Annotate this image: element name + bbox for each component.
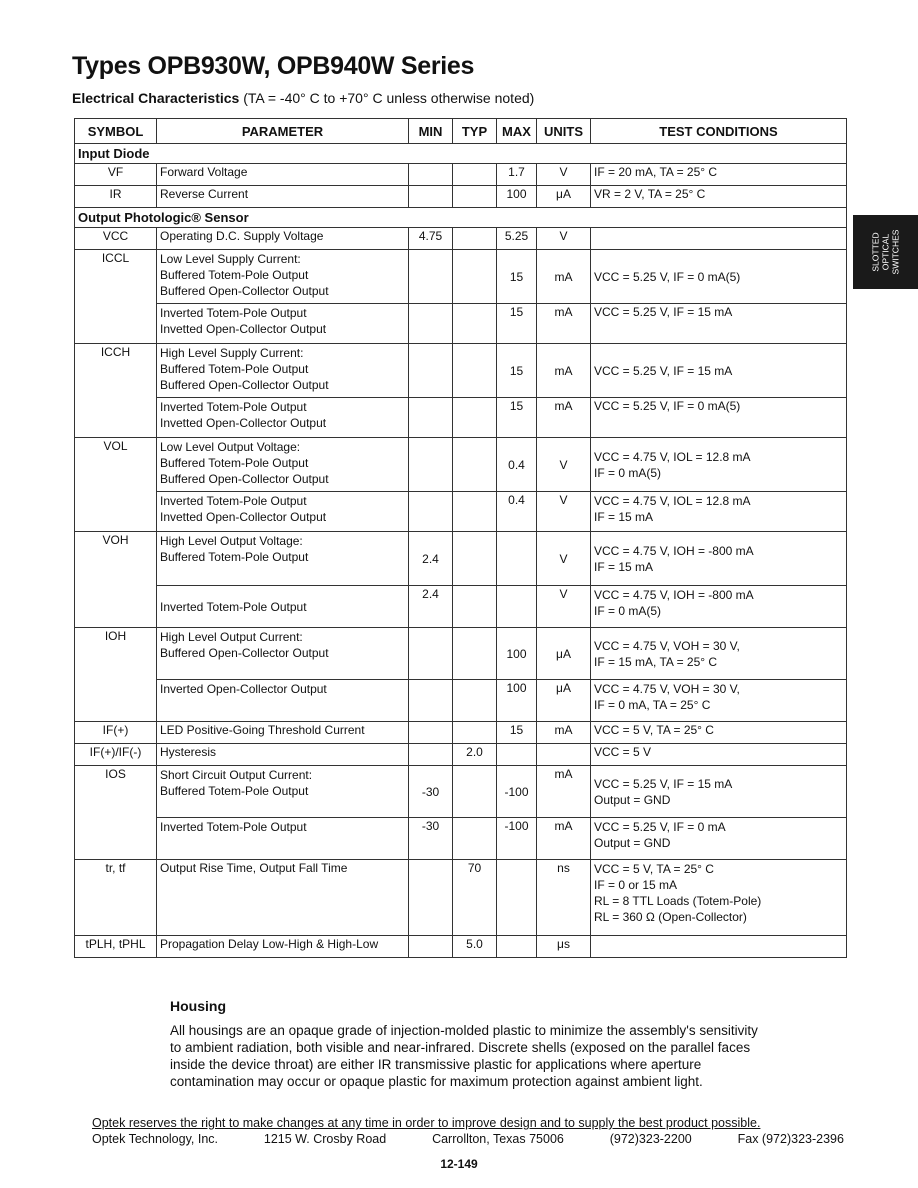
min-cell xyxy=(409,250,453,304)
units-cell: μA xyxy=(537,680,591,722)
cond-cell: VCC = 5 V, TA = 25° C IF = 0 or 15 mA RL = 8 TTL Loads (Totem-Pole) RL = 360 Ω (Open-Collector) xyxy=(591,860,847,936)
table-row xyxy=(75,628,847,680)
housing-text: All housings are an opaque grade of injection-molded plastic to minimize the assembly's sensitivity to ambient radiation, both visible and near-infrared. Discrete shells (exposed on the parallel faces inside the device throat) are either IR transmissive plastic for applications where aperture contamination may occur or opaque plastic for maximum protection against ambient light. xyxy=(170,1023,758,1089)
table-row xyxy=(75,186,847,208)
min-cell xyxy=(409,344,453,398)
housing-heading: Housing xyxy=(170,998,226,1014)
units-cell: μA xyxy=(537,628,591,680)
max-cell: 100 xyxy=(497,186,537,208)
param-cell: Reverse Current xyxy=(157,186,409,208)
min-cell xyxy=(409,722,453,744)
units-cell: mA xyxy=(537,344,591,398)
footer-notice: Optek reserves the right to make changes at any time in order to improve design and to supply the best product possible. xyxy=(92,1116,761,1130)
symbol-cell: VOH xyxy=(75,532,157,628)
subtitle-label: Electrical Characteristics xyxy=(72,90,240,106)
typ-cell xyxy=(453,438,497,492)
symbol-cell: ICCH xyxy=(75,344,157,438)
cond-cell: VCC = 4.75 V, IOH = -800 mA IF = 0 mA(5) xyxy=(591,586,847,628)
table-row xyxy=(75,344,847,398)
typ-cell xyxy=(453,344,497,398)
units-cell: V xyxy=(537,532,591,586)
typ-cell xyxy=(453,304,497,344)
typ-cell xyxy=(453,818,497,860)
min-cell: 2.4 xyxy=(409,586,453,628)
cond-cell: VCC = 4.75 V, IOL = 12.8 mA IF = 15 mA xyxy=(591,492,847,532)
cond-cell: VCC = 4.75 V, VOH = 30 V, IF = 0 mA, TA = 25° C xyxy=(591,680,847,722)
table-row xyxy=(75,250,847,304)
section-row xyxy=(75,144,847,164)
cond-cell: VCC = 5.25 V, IF = 15 mA xyxy=(591,304,847,344)
symbol-cell: tr, tf xyxy=(75,860,157,936)
cond-cell xyxy=(591,936,847,958)
table-row xyxy=(75,818,847,860)
param-cell: High Level Supply Current: Buffered Totem-Pole Output Buffered Open-Collector Output xyxy=(157,344,409,398)
col-header: MAX xyxy=(497,119,537,144)
cond-cell: VCC = 5 V xyxy=(591,744,847,766)
min-cell xyxy=(409,186,453,208)
units-cell: V xyxy=(537,164,591,186)
cond-cell: VCC = 5.25 V, IF = 0 mA Output = GND xyxy=(591,818,847,860)
col-header: TYP xyxy=(453,119,497,144)
max-cell: 1.7 xyxy=(497,164,537,186)
table-row xyxy=(75,680,847,722)
units-cell xyxy=(537,744,591,766)
table-row xyxy=(75,586,847,628)
symbol-cell: VF xyxy=(75,164,157,186)
max-cell: 5.25 xyxy=(497,228,537,250)
min-cell xyxy=(409,164,453,186)
param-cell: Inverted Totem-Pole Output xyxy=(157,818,409,860)
cond-cell: VR = 2 V, TA = 25° C xyxy=(591,186,847,208)
table-row xyxy=(75,744,847,766)
typ-cell xyxy=(453,492,497,532)
section-row xyxy=(75,208,847,228)
param-cell: Short Circuit Output Current: Buffered Totem-Pole Output xyxy=(157,766,409,818)
min-cell xyxy=(409,304,453,344)
typ-cell: 2.0 xyxy=(453,744,497,766)
cond-cell: VCC = 4.75 V, IOH = -800 mA IF = 15 mA xyxy=(591,532,847,586)
min-cell xyxy=(409,936,453,958)
table-row xyxy=(75,766,847,818)
max-cell: 0.4 xyxy=(497,438,537,492)
col-header: MIN xyxy=(409,119,453,144)
symbol-cell: IR xyxy=(75,186,157,208)
symbol-cell: IF(+)/IF(-) xyxy=(75,744,157,766)
param-cell: Low Level Output Voltage: Buffered Totem-Pole Output Buffered Open-Collector Output xyxy=(157,438,409,492)
subtitle-conditions: (TA = -40° C to +70° C unless otherwise noted) xyxy=(243,90,535,106)
units-cell: V xyxy=(537,492,591,532)
symbol-cell: tPLH, tPHL xyxy=(75,936,157,958)
cond-cell: IF = 20 mA, TA = 25° C xyxy=(591,164,847,186)
table-row xyxy=(75,860,847,936)
max-cell: -100 xyxy=(497,818,537,860)
cond-cell: VCC = 4.75 V, VOH = 30 V, IF = 15 mA, TA = 25° C xyxy=(591,628,847,680)
table-row xyxy=(75,492,847,532)
units-cell: μA xyxy=(537,186,591,208)
param-cell: Inverted Open-Collector Output xyxy=(157,680,409,722)
col-header: SYMBOL xyxy=(75,119,157,144)
typ-cell xyxy=(453,228,497,250)
units-cell: ns xyxy=(537,860,591,936)
param-cell: Output Rise Time, Output Fall Time xyxy=(157,860,409,936)
side-tab xyxy=(853,215,918,289)
typ-cell: 70 xyxy=(453,860,497,936)
page-title: Types OPB930W, OPB940W Series xyxy=(72,52,475,80)
min-cell xyxy=(409,492,453,532)
footer-address: 1215 W. Crosby Road xyxy=(263,1132,387,1146)
min-cell xyxy=(409,398,453,438)
col-header: TEST CONDITIONS xyxy=(591,119,847,144)
units-cell: μs xyxy=(537,936,591,958)
min-cell xyxy=(409,628,453,680)
max-cell xyxy=(497,744,537,766)
units-cell: mA xyxy=(537,398,591,438)
cond-cell: VCC = 4.75 V, IOL = 12.8 mA IF = 0 mA(5) xyxy=(591,438,847,492)
symbol-cell: ICCL xyxy=(75,250,157,344)
symbol-cell: IOH xyxy=(75,628,157,722)
typ-cell xyxy=(453,250,497,304)
units-cell: V xyxy=(537,438,591,492)
max-cell: 15 xyxy=(497,398,537,438)
section-input-diode: Input Diode xyxy=(75,144,847,164)
min-cell xyxy=(409,860,453,936)
max-cell: 0.4 xyxy=(497,492,537,532)
table-row xyxy=(75,936,847,958)
side-tab-line: SWITCHES xyxy=(890,229,901,275)
units-cell: mA xyxy=(537,818,591,860)
min-cell: 4.75 xyxy=(409,228,453,250)
param-cell: LED Positive-Going Threshold Current xyxy=(157,722,409,744)
col-header: UNITS xyxy=(537,119,591,144)
side-tab-line: OPTICAL xyxy=(880,233,891,271)
max-cell: 15 xyxy=(497,304,537,344)
param-cell: Inverted Totem-Pole Output Invetted Open-Collector Output xyxy=(157,398,409,438)
typ-cell xyxy=(453,532,497,586)
min-cell xyxy=(409,744,453,766)
param-cell: Inverted Totem-Pole Output xyxy=(157,586,409,628)
min-cell: 2.4 xyxy=(409,532,453,586)
footer-phone: (972)323-2200 xyxy=(609,1132,692,1146)
max-cell xyxy=(497,860,537,936)
typ-cell xyxy=(453,186,497,208)
table-row xyxy=(75,398,847,438)
param-cell: Low Level Supply Current: Buffered Totem-Pole Output Buffered Open-Collector Output xyxy=(157,250,409,304)
side-tab-line: SLOTTED xyxy=(870,232,881,272)
typ-cell xyxy=(453,680,497,722)
units-cell: V xyxy=(537,586,591,628)
table-header-row xyxy=(75,119,847,144)
min-cell xyxy=(409,438,453,492)
table-row xyxy=(75,532,847,586)
symbol-cell: IF(+) xyxy=(75,722,157,744)
cond-cell: VCC = 5.25 V, IF = 0 mA(5) xyxy=(591,250,847,304)
page-number: 12-149 xyxy=(440,1157,478,1171)
cond-cell: VCC = 5.25 V, IF = 0 mA(5) xyxy=(591,398,847,438)
max-cell xyxy=(497,532,537,586)
table-row xyxy=(75,164,847,186)
param-cell: Forward Voltage xyxy=(157,164,409,186)
symbol-cell: VOL xyxy=(75,438,157,532)
param-cell: Propagation Delay Low-High & High-Low xyxy=(157,936,409,958)
cond-cell: VCC = 5.25 V, IF = 15 mA Output = GND xyxy=(591,766,847,818)
table-row xyxy=(75,304,847,344)
units-cell: mA xyxy=(537,766,591,818)
param-cell: High Level Output Voltage: Buffered Totem-Pole Output xyxy=(157,532,409,586)
cond-cell: VCC = 5 V, TA = 25° C xyxy=(591,722,847,744)
typ-cell xyxy=(453,766,497,818)
typ-cell: 5.0 xyxy=(453,936,497,958)
section-subtitle xyxy=(72,90,534,106)
footer-fax: Fax (972)323-2396 xyxy=(737,1132,844,1146)
footer-city: Carrollton, Texas 75006 xyxy=(432,1132,564,1146)
param-cell: Hysteresis xyxy=(157,744,409,766)
units-cell: mA xyxy=(537,722,591,744)
min-cell: -30 xyxy=(409,818,453,860)
min-cell: -30 xyxy=(409,766,453,818)
param-cell: Inverted Totem-Pole Output Invetted Open-Collector Output xyxy=(157,492,409,532)
param-cell: High Level Output Current: Buffered Open-Collector Output xyxy=(157,628,409,680)
col-header: PARAMETER xyxy=(157,119,409,144)
typ-cell xyxy=(453,628,497,680)
units-cell: mA xyxy=(537,250,591,304)
max-cell: 15 xyxy=(497,250,537,304)
table-row xyxy=(75,438,847,492)
table-row xyxy=(75,228,847,250)
max-cell: -100 xyxy=(497,766,537,818)
max-cell xyxy=(497,586,537,628)
cond-cell: VCC = 5.25 V, IF = 15 mA xyxy=(591,344,847,398)
footer-company: Optek Technology, Inc. xyxy=(92,1132,219,1146)
symbol-cell: IOS xyxy=(75,766,157,860)
typ-cell xyxy=(453,586,497,628)
max-cell: 100 xyxy=(497,628,537,680)
section-output-sensor: Output Photologic® Sensor xyxy=(75,208,847,228)
cond-cell xyxy=(591,228,847,250)
max-cell: 15 xyxy=(497,722,537,744)
typ-cell xyxy=(453,398,497,438)
max-cell xyxy=(497,936,537,958)
electrical-characteristics-table xyxy=(74,118,847,958)
param-cell: Operating D.C. Supply Voltage xyxy=(157,228,409,250)
max-cell: 15 xyxy=(497,344,537,398)
typ-cell xyxy=(453,164,497,186)
units-cell: mA xyxy=(537,304,591,344)
typ-cell xyxy=(453,722,497,744)
symbol-cell: VCC xyxy=(75,228,157,250)
footer-contact xyxy=(92,1132,844,1146)
param-cell: Inverted Totem-Pole Output Invetted Open-Collector Output xyxy=(157,304,409,344)
table-row xyxy=(75,722,847,744)
min-cell xyxy=(409,680,453,722)
max-cell: 100 xyxy=(497,680,537,722)
units-cell: V xyxy=(537,228,591,250)
